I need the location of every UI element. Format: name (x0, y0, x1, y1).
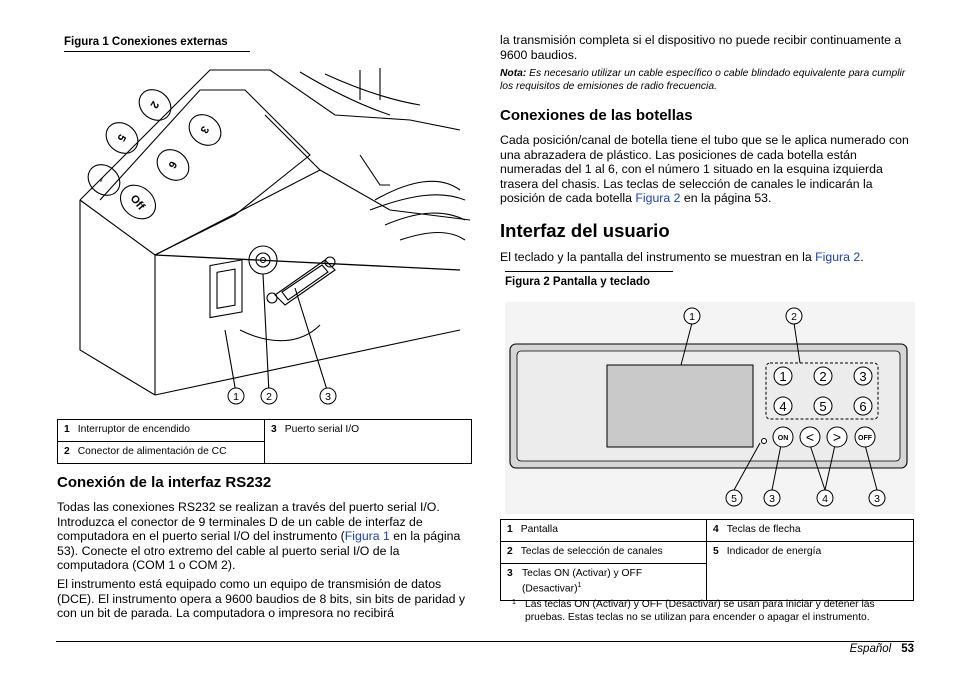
figure2-link[interactable]: Figura 2 (635, 191, 681, 206)
fig1-callout-2: 2 (266, 391, 272, 403)
bottles-paragraph: Cada posición/canal de botella tiene el tubo que se le aplica numerado con una abrazadera de plástico. Las posiciones de cada botella están numeradas del 1 al 6, con el número 1 situado en la esquina izquierda trasera del chasis. Las teclas de selección de canales le indicarán la posición de cada botella Figura 2 en la página 53. (500, 133, 909, 206)
figure2-legend (500, 519, 914, 601)
figure2-caption: Figura 2 Pantalla y teclado (505, 276, 673, 288)
legend-row: 2 Teclas de selección de canales 5 Indicador de energía (501, 542, 914, 564)
page-footer (850, 643, 914, 655)
channel-key-2[interactable]: 2 (819, 369, 827, 384)
fig1-key-arrow: → (95, 171, 112, 188)
footer-rule (56, 641, 914, 642)
fig1-key-6: 6 (165, 158, 179, 171)
fig1-key-3: 3 (197, 123, 211, 136)
left-arrow-key[interactable]: < (805, 429, 815, 445)
fig2-callout-top-1: 1 (689, 311, 695, 323)
figure1-link[interactable]: Figura 1 (344, 529, 390, 544)
power-indicator (762, 439, 767, 444)
figure1-caption: Figura 1 Conexiones externas (64, 36, 250, 48)
fig2-callout-bottom-5: 5 (731, 493, 737, 505)
page-number: 53 (901, 643, 914, 655)
channel-key-1[interactable]: 1 (779, 369, 787, 384)
legend-row: 1 Interruptor de encendido 3 Puerto serial I/O (58, 420, 472, 442)
footnote: 1 Las teclas ON (Activar) y OFF (Desactivar) se usan para iniciar y detener las pruebas. Estas teclas no se utilizan para encender o apagar el instrumento. (512, 599, 875, 623)
note: Nota: Es necesario utilizar un cable específico o cable blindado equivalente para cumplir los requisitos de emisiones de radio frecuencia. (500, 68, 906, 92)
off-key[interactable]: OFF (858, 435, 872, 442)
fig1-key-off: Off (127, 192, 147, 213)
fig2-callout-bottom-3a: 3 (769, 493, 775, 505)
ui-paragraph: El teclado y la pantalla del instrumento se muestran en la Figura 2. (500, 250, 864, 264)
figure1-illustration (60, 60, 475, 410)
display-screen (607, 365, 753, 447)
fig1-key-2: 2 (147, 98, 161, 111)
transmission-paragraph: la transmisión completa si el dispositivo no puede recibir continuamente a 9600 baudios. (500, 33, 902, 62)
rs232-paragraph-2: El instrumento está equipado como un equipo de transmisión de datos (DCE). El instrumento opera a 9600 baudios de 8 bits, sin bits de paridad y con un bit de parada. La computadora o impresora no recibirá (57, 577, 466, 621)
bottles-heading: Conexiones de las botellas (500, 107, 693, 124)
rs232-heading: Conexión de la interfaz RS232 (57, 474, 272, 491)
right-arrow-key[interactable]: > (832, 429, 842, 445)
fig1-callout-3: 3 (325, 391, 331, 403)
fig2-callout-bottom-4: 4 (822, 493, 828, 505)
on-key[interactable]: ON (777, 435, 789, 442)
figure2-illustration (505, 302, 915, 514)
channel-key-5[interactable]: 5 (819, 399, 827, 414)
legend-row: 1 Pantalla 4 Teclas de flecha (501, 520, 914, 542)
figure1-legend (57, 419, 472, 464)
legend-row: 2 Conector de alimentación de CC (58, 442, 472, 464)
fig2-callout-bottom-3b: 3 (874, 493, 880, 505)
fig1-key-5: 5 (114, 131, 128, 144)
fig1-callout-1: 1 (233, 391, 239, 403)
rs232-paragraph-1: Todas las conexiones RS232 se realizan a través del puerto serial I/O. Introduzca el conector de 9 terminales D de un cable de interfaz de computadora en el puerto serial I/O del instrumento (Figura 1 en la página 53). Conecte el otro extremo del cable al puerto serial I/O de la computadora (COM 1 o COM 2). (57, 500, 461, 573)
footer-language: Español (849, 643, 892, 655)
channel-key-6[interactable]: 6 (859, 399, 867, 414)
figure2-link[interactable]: Figura 2 (815, 250, 861, 264)
fig2-callout-top-2: 2 (791, 311, 797, 323)
ui-heading: Interfaz del usuario (500, 220, 670, 241)
channel-key-4[interactable]: 4 (779, 399, 787, 414)
channel-key-3[interactable]: 3 (859, 369, 867, 384)
legend-row: 3 Teclas ON (Activar) y OFF (Desactivar)$^1$ (501, 564, 914, 601)
